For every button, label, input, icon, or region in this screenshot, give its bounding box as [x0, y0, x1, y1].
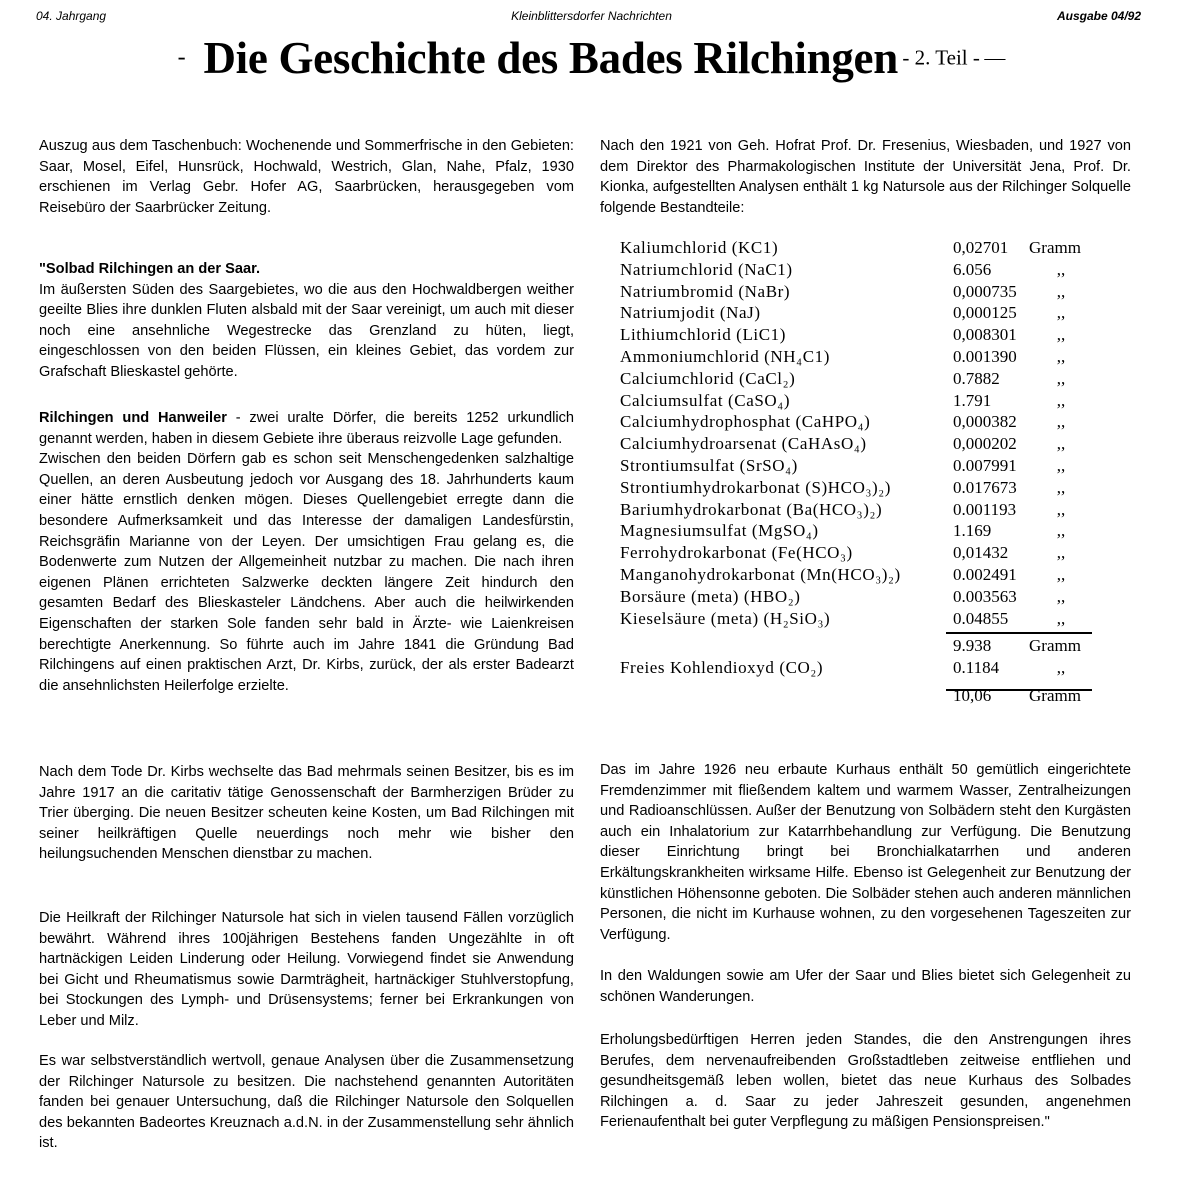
analysis-subtotal-label: [620, 629, 953, 657]
analysis-row-value: 0.017673: [953, 477, 1017, 497]
analysis-row-value: 0,02701: [953, 238, 1009, 257]
analysis-row: [620, 324, 1093, 346]
analysis-row-name: Strontiumsulfat (SrSO₄): [620, 455, 798, 475]
analysis-row-value: 6.056: [953, 259, 992, 279]
analysen-paragraph: Es war selbstverständlich wertvoll, genaue Analysen über die Zusammensetzung der Rilchinger Natursole zu besitzen. Die nachstehend genannten Autoritäten fanden bei genauer Untersuchung, daß die Rilchinger Natursole den Solquellen des bekannten Badeortes Kreuznach a.d.N. in der Zusammenstellung sehr ähnlich ist.: [39, 1053, 574, 1152]
analysis-row-value: 0.002491: [953, 564, 1017, 584]
analysis-subtotal-value: 9.938: [953, 636, 992, 656]
analysis-row: [620, 564, 1093, 586]
analysis-row: [620, 477, 1093, 499]
analysis-row-unit: ,,: [1056, 564, 1066, 584]
analysis-row-name: Lithiumchlorid (LiC1): [620, 325, 787, 345]
intro-paragraph: Auszug aus dem Taschenbuch: Wochenende und Sommerfrische in den Gebieten: Saar, Mosel, Eifel, Hunsrück, Hochwald, Westrich, Glan, Nahe, Pfalz, 1930 erschienen im Verlag Gebr. Hofer AG, Saarbrücken, herausgegeben vom Reisebüro der Saarbrücker Zeitung.: [39, 138, 574, 216]
headline-title: Die Geschichte des Bades Rilchingen: [203, 33, 898, 83]
analysis-row-unit: ,,: [1056, 281, 1066, 301]
erholung-paragraph: Erholungsbedürftigen Herren jeden Standes, die den Anstrengungen ihres Berufes, dem nervenaufreibenden Großstadtleben zeitweise entfliehen und gesundheitsgemäß leben wollen, bietet das neue Kurhaus des Solbades Rilchingen a. d. Saar zu jeder Jahreszeit gesunden, angenehmen Ferienaufenthalt bei guter Verpflegung zu mäßigen Pensionspreisen.": [600, 1032, 1131, 1131]
analysis-row-value: 0,000735: [953, 281, 1017, 301]
analysis-co2-row: [620, 657, 1093, 679]
headline-lead-dash: -: [177, 44, 186, 71]
kurhaus-paragraph: Das im Jahre 1926 neu erbaute Kurhaus enthält 50 gemütlich eingerichtete Fremdenzimmer mit fließendem kaltem und warmem Wasser, Zentralheizungen und Radioanschlüssen. Außer der Benutzung von Solbädern steht den Kurgästen auch ein Inhalatorium zur Katarrhbehandlung zur Verfügung. Die Benutzung dieser Einrichtung bringt bei Bronchialkatarrhen und anderen Erkältungskrankheiten wirksame Hilfe. Ebenso ist Gelegenheit zur Benutzung der künstlichen Höhensonne geboten. Die Solbäder stehen auch anderen männlichen Personen, die nicht im Kurhause wohnen, zu den vorgesehenen Tageszeiten zur Verfügung.: [600, 762, 1131, 943]
analysis-row-name: Ferrohydrokarbonat (Fe(HCO₃): [620, 543, 853, 563]
rilchingen-heading: Rilchingen und Hanweiler: [39, 410, 227, 426]
header-publication: Kleinblittersdorfer Nachrichten: [511, 9, 672, 23]
analysis-row-unit: ,,: [1056, 543, 1066, 563]
analysis-row: [620, 608, 1093, 630]
heilkraft-paragraph: Die Heilkraft der Rilchinger Natursole hat sich in vielen tausend Fällen vorzüglich bewährt. Während ihres 100jährigen Bestehens fanden Ungezählte in oft hartnäckigen Leiden Linderung oder Heilung. Vorwiegend findet sie Anwendung bei Gicht und Rheumatismus sowie Darmträgheit, hartnäckiger Stuhlverstopfung, bei Stockungen des Lymph- und Drüsensystems; ferner bei Erkrankungen von Leber und Milz.: [39, 910, 574, 1029]
analysis-row: [620, 542, 1093, 564]
total-rule: [946, 689, 1092, 691]
header-volume: 04. Jahrgang: [36, 9, 107, 23]
fresenius-paragraph: Nach den 1921 von Geh. Hofrat Prof. Dr. Fresenius, Wiesbaden, und 1927 von dem Direktor des Pharmakologischen Institute der Universität Jena, Prof. Dr. Kionka, aufgestellten Analysen enthält 1 kg Natursole aus der Rilchinger Solquelle folgende Bestandteile:: [600, 138, 1131, 216]
analysis-row-value: 0,000125: [953, 303, 1017, 323]
analysis-row-value: 0,01432: [953, 543, 1009, 563]
analysis-row-name: Kaliumchlorid (KC1): [620, 238, 779, 257]
analysis-row-unit: ,,: [1056, 608, 1066, 628]
solbad-heading: "Solbad Rilchingen an der Saar.: [39, 261, 261, 277]
headline-trail-dash: —: [984, 45, 1006, 70]
analysis-row-unit: Gramm: [1029, 238, 1081, 257]
analysis-row-unit: ,,: [1056, 521, 1066, 541]
analysis-co2-unit: ,,: [1056, 658, 1066, 678]
analysis-row-value: 1.169: [953, 521, 992, 541]
analysis-row-name: Manganohydrokarbonat (Mn(HCO₃)₂): [620, 564, 901, 584]
analysis-subtotal-unit: Gramm: [1029, 636, 1081, 656]
analysis-table-body: [620, 237, 1093, 629]
analysis-row-unit: ,,: [1056, 434, 1066, 454]
analysis-row-unit: ,,: [1056, 259, 1066, 279]
analysis-total-row: [620, 679, 1093, 707]
analysis-row-unit: ,,: [1056, 412, 1066, 432]
waldungen-paragraph: In den Waldungen sowie am Ufer der Saar und Blies bietet sich Gelegenheit zu schönen Wanderungen.: [600, 968, 1131, 1005]
analysis-row-name: Calciumhydrophosphat (CaHPO₄): [620, 412, 871, 432]
header-issue: Ausgabe 04/92: [1056, 9, 1141, 23]
analysis-row-name: Magnesiumsulfat (MgSO₄): [620, 521, 819, 541]
analysis-row-unit: ,,: [1056, 346, 1066, 366]
analysis-row-value: 0,000382: [953, 412, 1017, 432]
analysis-total-label: [620, 679, 953, 707]
solbad-text: Im äußersten Süden des Saargebietes, wo die aus den Hochwaldbergen weither geeilte Blies ihre dunklen Fluten alsbald mit der Saar vereinigt, um auch mit dieser noch eine ansehnliche Wegestrecke das Grenzland zu hüten, liegt, eingeschlossen von den beiden Flüssen, ein kleines Gebiet, das vordem zur Grafschaft Blieskastel gehörte.: [39, 281, 574, 380]
analysis-table: [620, 237, 1093, 707]
solbad-paragraph: [39, 259, 574, 383]
analysis-row-name: Natriumchlorid (NaC1): [620, 259, 793, 279]
analysis-row: [620, 520, 1093, 542]
analysis-row: [620, 390, 1093, 412]
analysis-row-name: Strontiumhydrokarbonat (S)HCO₃)₂): [620, 477, 892, 497]
analysis-row-value: 1.791: [953, 390, 992, 410]
analysis-row-name: Natriumjodit (NaJ): [620, 303, 761, 323]
analysis-total-value: 10,06: [953, 685, 992, 705]
analysis-row-unit: ,,: [1056, 325, 1066, 345]
analysis-row: [620, 499, 1093, 521]
analysis-co2-name: Freies Kohlendioxyd (CO₂): [620, 658, 824, 678]
analysis-row-unit: ,,: [1056, 390, 1066, 410]
analysis-row-unit: ,,: [1056, 368, 1066, 388]
analysis-row: [620, 281, 1093, 303]
tode-paragraph: Nach dem Tode Dr. Kirbs wechselte das Bad mehrmals seinen Besitzer, bis es im Jahre 1917 an die caritativ tätige Genossenschaft der Barmherzigen Brüder zu Trier überging. Die neuen Besitzer scheuten keine Kosten, um Bad Rilchingen mit seiner heilkräftigen Quelle neuerdings noch mehr wie bisher den heilungsuchenden Menschen dienstbar zu machen.: [39, 764, 574, 863]
analysis-row-name: Calciumchlorid (CaCl₂): [620, 368, 796, 388]
analysis-co2-value: 0.1184: [953, 658, 1000, 678]
analysis-row-value: 0.001390: [953, 346, 1017, 366]
analysis-row-value: 0,008301: [953, 325, 1017, 345]
analysis-row: [620, 259, 1093, 281]
analysis-row-name: Calciumhydroarsenat (CaHAsO₄): [620, 434, 867, 454]
analysis-row: [620, 302, 1093, 324]
analysis-row-unit: ,,: [1056, 586, 1066, 606]
analysis-row-value: 0.001193: [953, 499, 1017, 519]
analysis-row-name: Calciumsulfat (CaSO₄): [620, 390, 791, 410]
rilchingen-text-2: Zwischen den beiden Dörfern gab es schon seit Menschengedenken salzhaltige Quellen, an deren Ausbeutung jedoch vor Ausgang des 18. Jahrhunderts kaum einer hätte ernstlich denken mögen. Dieses Quellengebiet erregte dann die besondere Aufmerksamkeit und das Interesse der damaligen Landesfürstin, Reichsgräfin Marianne von der Leyen. Der umsichtigen Frau gelang es, die Bodenwerte zum Nutzen der Allgemeinheit nutzbar zu machen. Die nach ihren eigenen Plänen errichteten Salzwerke deckten längere Zeit hindurch den gesamten Bedarf des Blieskasteler Ländchens. Aber auch die heilwirkenden Eigenschaften der starken Sole fanden sehr bald in Ärzte- wie Laienkreisen berechtigte Anerkennung. So führte auch im Jahre 1841 die Gründung Bad Rilchingens auf einen praktischen Arzt, Dr. Kirbs, zurück, der als erster Badearzt die ansehnlichsten Heilerfolge erzielte.: [39, 451, 574, 694]
analysis-row-unit: ,,: [1056, 455, 1066, 475]
analysis-row: [620, 237, 1093, 259]
analysis-row-unit: ,,: [1056, 499, 1066, 519]
analysis-row-value: 0,000202: [953, 434, 1017, 454]
headline-part: - 2. Teil -: [902, 45, 980, 70]
analysis-row: [620, 368, 1093, 390]
analysis-row: [620, 346, 1093, 368]
analysis-row: [620, 411, 1093, 433]
analysis-row: [620, 433, 1093, 455]
analysis-row-name: Borsäure (meta) (HBO₂): [620, 586, 801, 606]
analysis-row: [620, 586, 1093, 608]
analysis-row: [620, 455, 1093, 477]
analysis-row-value: 0.7882: [953, 368, 1000, 388]
analysis-row-name: Kieselsäure (meta) (H₂SiO₃): [620, 608, 831, 628]
analysis-total-unit: Gramm: [1029, 685, 1081, 705]
analysis-row-name: Ammoniumchlorid (NH₄C1): [620, 346, 831, 366]
analysis-row-unit: ,,: [1056, 477, 1066, 497]
rilchingen-text: - zwei uralte Dörfer, die bereits 1252 urkundlich genannt werden, haben in diesem Gebiete ihre überaus reizvolle Lage gefunden.: [39, 410, 574, 447]
analysis-row-value: 0.007991: [953, 455, 1017, 475]
analysis-row-value: 0.04855: [953, 608, 1009, 628]
analysis-row-value: 0.003563: [953, 586, 1017, 606]
rilchingen-paragraph: [39, 408, 574, 696]
subtotal-rule: [946, 632, 1092, 634]
analysis-row-name: Natriumbromid (NaBr): [620, 281, 791, 301]
analysis-row-unit: ,,: [1056, 303, 1066, 323]
headline: [0, 32, 1183, 84]
analysis-row-name: Bariumhydrokarbonat (Ba(HCO₃)₂): [620, 499, 883, 519]
